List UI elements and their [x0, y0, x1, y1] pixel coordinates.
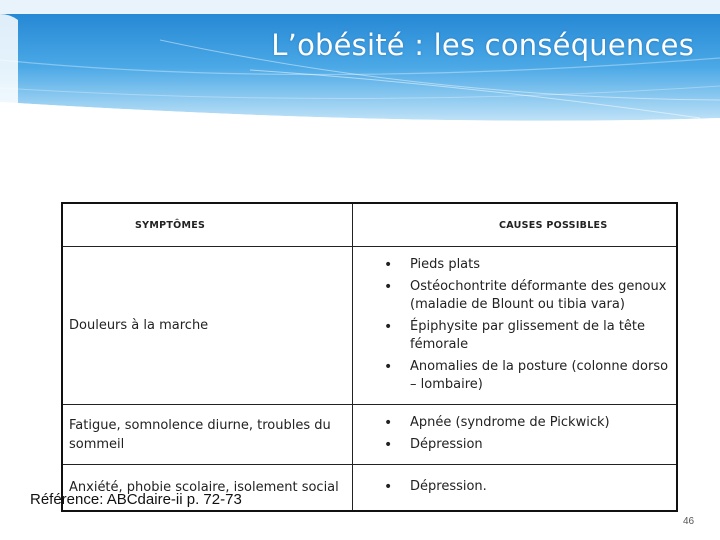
cause-item: • Apnée (syndrome de Pickwick) [353, 414, 670, 432]
symptom-cell: Anxiété, phobie scolaire, isolement social [62, 465, 353, 511]
page-number: 46 [683, 516, 695, 527]
table-row [62, 405, 677, 465]
cause-item: • Ostéochontrite déformante des genoux (maladie de Blount ou tibia vara) [353, 278, 670, 314]
causes-cell [353, 465, 678, 511]
header-banner [0, 0, 720, 130]
symptoms-causes-table [61, 202, 678, 512]
symptom-cell: Fatigue, somnolence diurne, troubles du sommeil [62, 405, 353, 465]
cause-item: • Pieds plats [353, 256, 670, 274]
table-header-row [62, 203, 677, 247]
cause-item: • Dépression. [353, 478, 670, 496]
cause-item: • Épiphysite par glissement de la tête fémorale [353, 318, 670, 354]
table-row [62, 247, 677, 405]
cause-item: • Dépression [353, 436, 670, 454]
cause-item: • Anomalies de la posture (colonne dorso – lombaire) [353, 358, 670, 394]
reference-note: Référence: ABCdaire-ii p. 72-73 [30, 491, 242, 508]
causes-cell [353, 247, 678, 405]
header-symptoms: SYMPTÔMES [62, 203, 353, 247]
slide-title: L’obésité : les conséquences [271, 28, 694, 62]
header-causes: CAUSES POSSIBLES [353, 203, 678, 247]
symptom-cell: Douleurs à la marche [62, 247, 353, 405]
causes-cell [353, 405, 678, 465]
